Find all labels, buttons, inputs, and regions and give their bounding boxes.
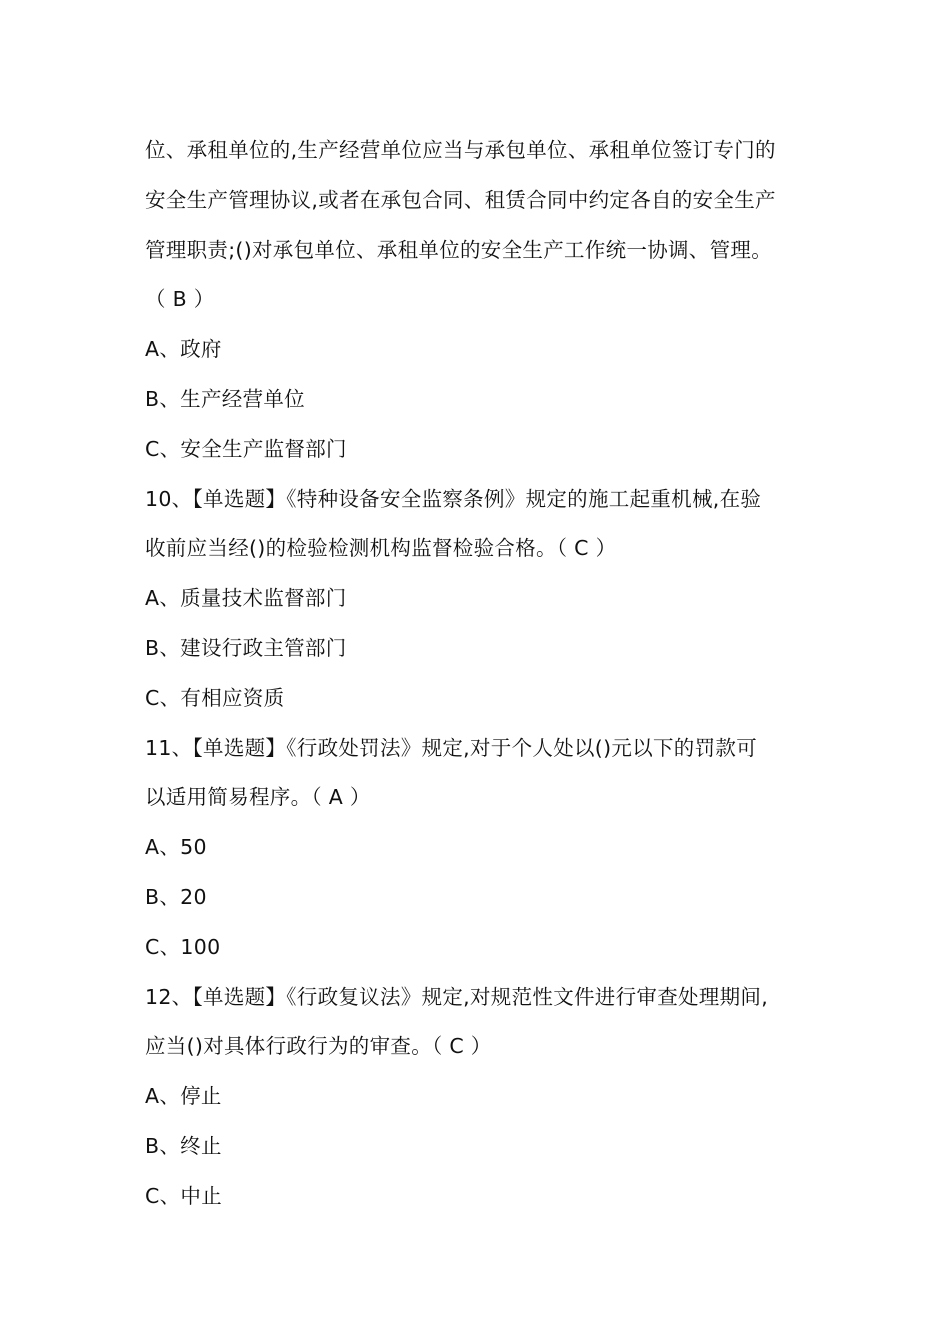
option-line: A、停止 — [145, 1084, 222, 1109]
question-line: 11、【单选题】《行政处罚法》规定,对于个人处以()元以下的罚款可 — [145, 735, 757, 760]
question-line: 10、【单选题】《特种设备安全监察条例》规定的施工起重机械,在验 — [145, 486, 762, 511]
option-line: A、质量技术监督部门 — [145, 586, 347, 611]
option-line: B、生产经营单位 — [145, 386, 305, 411]
question-line: 应当()对具体行政行为的审查。（ C ） — [145, 1034, 492, 1059]
option-line: C、安全生产监督部门 — [145, 436, 347, 461]
option-line: B、20 — [145, 884, 207, 909]
option-line: C、100 — [145, 934, 221, 959]
question-line: 以适用简易程序。（ A ） — [145, 785, 371, 810]
option-line: C、中止 — [145, 1183, 223, 1208]
option-line: B、建设行政主管部门 — [145, 635, 347, 660]
text-line: 管理职责;()对承包单位、承租单位的安全生产工作统一协调、管理。 — [145, 237, 773, 262]
text-line: 位、承租单位的,生产经营单位应当与承包单位、承租单位签订专门的 — [145, 138, 776, 162]
option-line: A、50 — [145, 835, 207, 860]
question-line: 收前应当经()的检验检测机构监督检验合格。（ C ） — [145, 536, 617, 561]
question-line: 12、【单选题】《行政复议法》规定,对规范性文件进行审查处理期间, — [145, 984, 769, 1009]
text-line: 安全生产管理协议,或者在承包合同、租赁合同中约定各自的安全生产 — [145, 187, 776, 212]
option-line: C、有相应资质 — [145, 685, 285, 710]
answer-line: （ B ） — [145, 287, 215, 312]
option-line: B、终止 — [145, 1133, 222, 1158]
document-body — [145, 130, 825, 1226]
option-line: A、政府 — [145, 337, 222, 362]
